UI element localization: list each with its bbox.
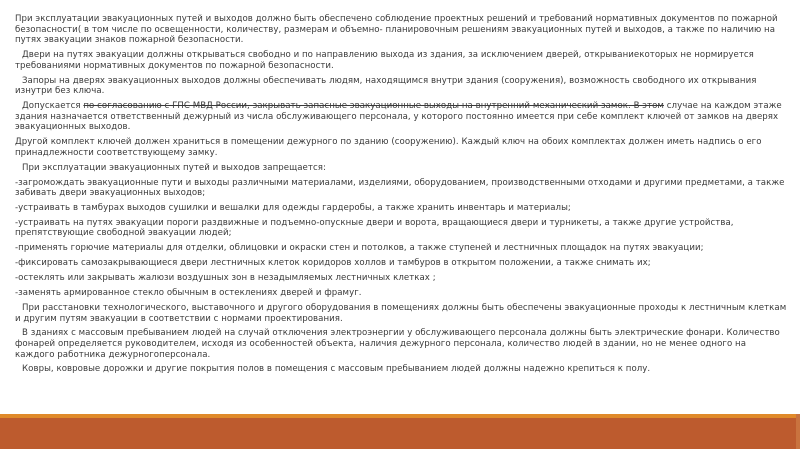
paragraph-second-key-set: Другой комплект ключей должен храниться в помещении дежурного по зданию (сооружению). Каждый ключ на обоих комплектах должен иметь надпись о его принадлежности соответствующему замку. (15, 137, 762, 158)
paragraph-prohibited-heading: При эксплуатации эвакуационных путей и выходов запрещается: (22, 162, 326, 173)
paragraph-lead-text: Допускается (22, 101, 84, 112)
paragraph-doors-opening: Двери на путях эвакуации должны открываться свободно и по направлению выхода из здания, за исключением дверей, открываниекоторых не нормируется требованиями нормативных документов по пожарной безопасности. (15, 50, 754, 71)
paragraph-rest-text: случае на каждом этаже здания назначается ответственный дежурный из числа обслуживающего персонала, у которого постоянно имеется при себе комплект ключей от замков на дверях эвакуационных выходов. (15, 101, 782, 133)
list-item-prohibition-self-closing-doors: -фиксировать самозакрывающиеся двери лестничных клеток коридоров холлов и тамбуров в открытом положении, а также снимать их; (15, 258, 651, 269)
list-item-prohibition-glass: -заменять армированное стекло обычным в остеклениях дверей и фрамуг. (15, 288, 362, 299)
footer-right-edge (796, 414, 800, 449)
list-item-prohibition-clutter: -загромождать эвакуационные пути и выходы различными материалами, изделиями, оборудованием, производственными отходами и другими предметами, а также забивать двери эвакуационных выходов; (15, 177, 785, 199)
list-item-prohibition-louvers: -остеклять или закрывать жалюзи воздушных зон в незадымляемых лестничных клетках ; (15, 273, 436, 284)
list-item-prohibition-thresholds: -устраивать на путях эвакуации пороги раздвижные и подъемно-опускные двери и ворота, вращающиеся двери и турникеты, а также другие устройства, препятствующие свободной эвакуации людей; (15, 217, 734, 239)
struck-through-text: по согласованию с ГПС МВД России, закрывать запасные эвакуационные выходы на внутренний механический замок. В этом (83, 101, 664, 112)
list-item-prohibition-vestibules: -устраивать в тамбурах выходов сушилки и вешалки для одежды гардеробы, а также хранить инвентарь и материалы; (15, 202, 571, 213)
footer-band (0, 418, 800, 449)
paragraph-locking-permission (15, 101, 787, 133)
paragraph-door-locks: Запоры на дверях эвакуационных выходов должны обеспечивать людям, находящимся внутри здания (сооружения), возможность свободного их открывания изнутри без ключа. (15, 75, 757, 97)
slide-body-text (15, 14, 787, 379)
paragraph-carpets: Ковры, ковровые дорожки и другие покрытия полов в помещения с массовым пребыванием людей должны надежно крепиться к полу. (22, 364, 651, 375)
list-item-prohibition-combustibles: -применять горючие материалы для отделки, облицовки и окраски стен и потолков, а также ступеней и лестничных площадок на путях эвакуации; (15, 243, 704, 254)
paragraph-general-requirements: При эксплуатации эвакуационных путей и выходов должно быть обеспечено соблюдение проектных решений и требований нормативных документов по пожарной безопасности( в том числе по освещенности, количеству, размерам и объемно- планировочным решениям эвакуационных путей и выходов, а также по наличию на путях эвакуации знаков пожарной безопасности. (15, 14, 778, 46)
paragraph-equipment-placement: При расстановки технологического, выставочного и другого оборудования в помещениях должны быть обеспечены эвакуационные проходы к лестничным клеткам и другим путям эвакуации в соответствии с нормами проектирования. (15, 302, 787, 324)
paragraph-flashlights: В зданиях с массовым пребыванием людей на случай отключения электроэнергии у обслуживающего персонала должны быть электрические фонари. Количество фонарей определяется руководителем, исходя из особенностей объекта, наличия дежурного персонала, количество людей в здании, но не менее одного на каждого работника дежурногоперсонала. (15, 328, 780, 360)
